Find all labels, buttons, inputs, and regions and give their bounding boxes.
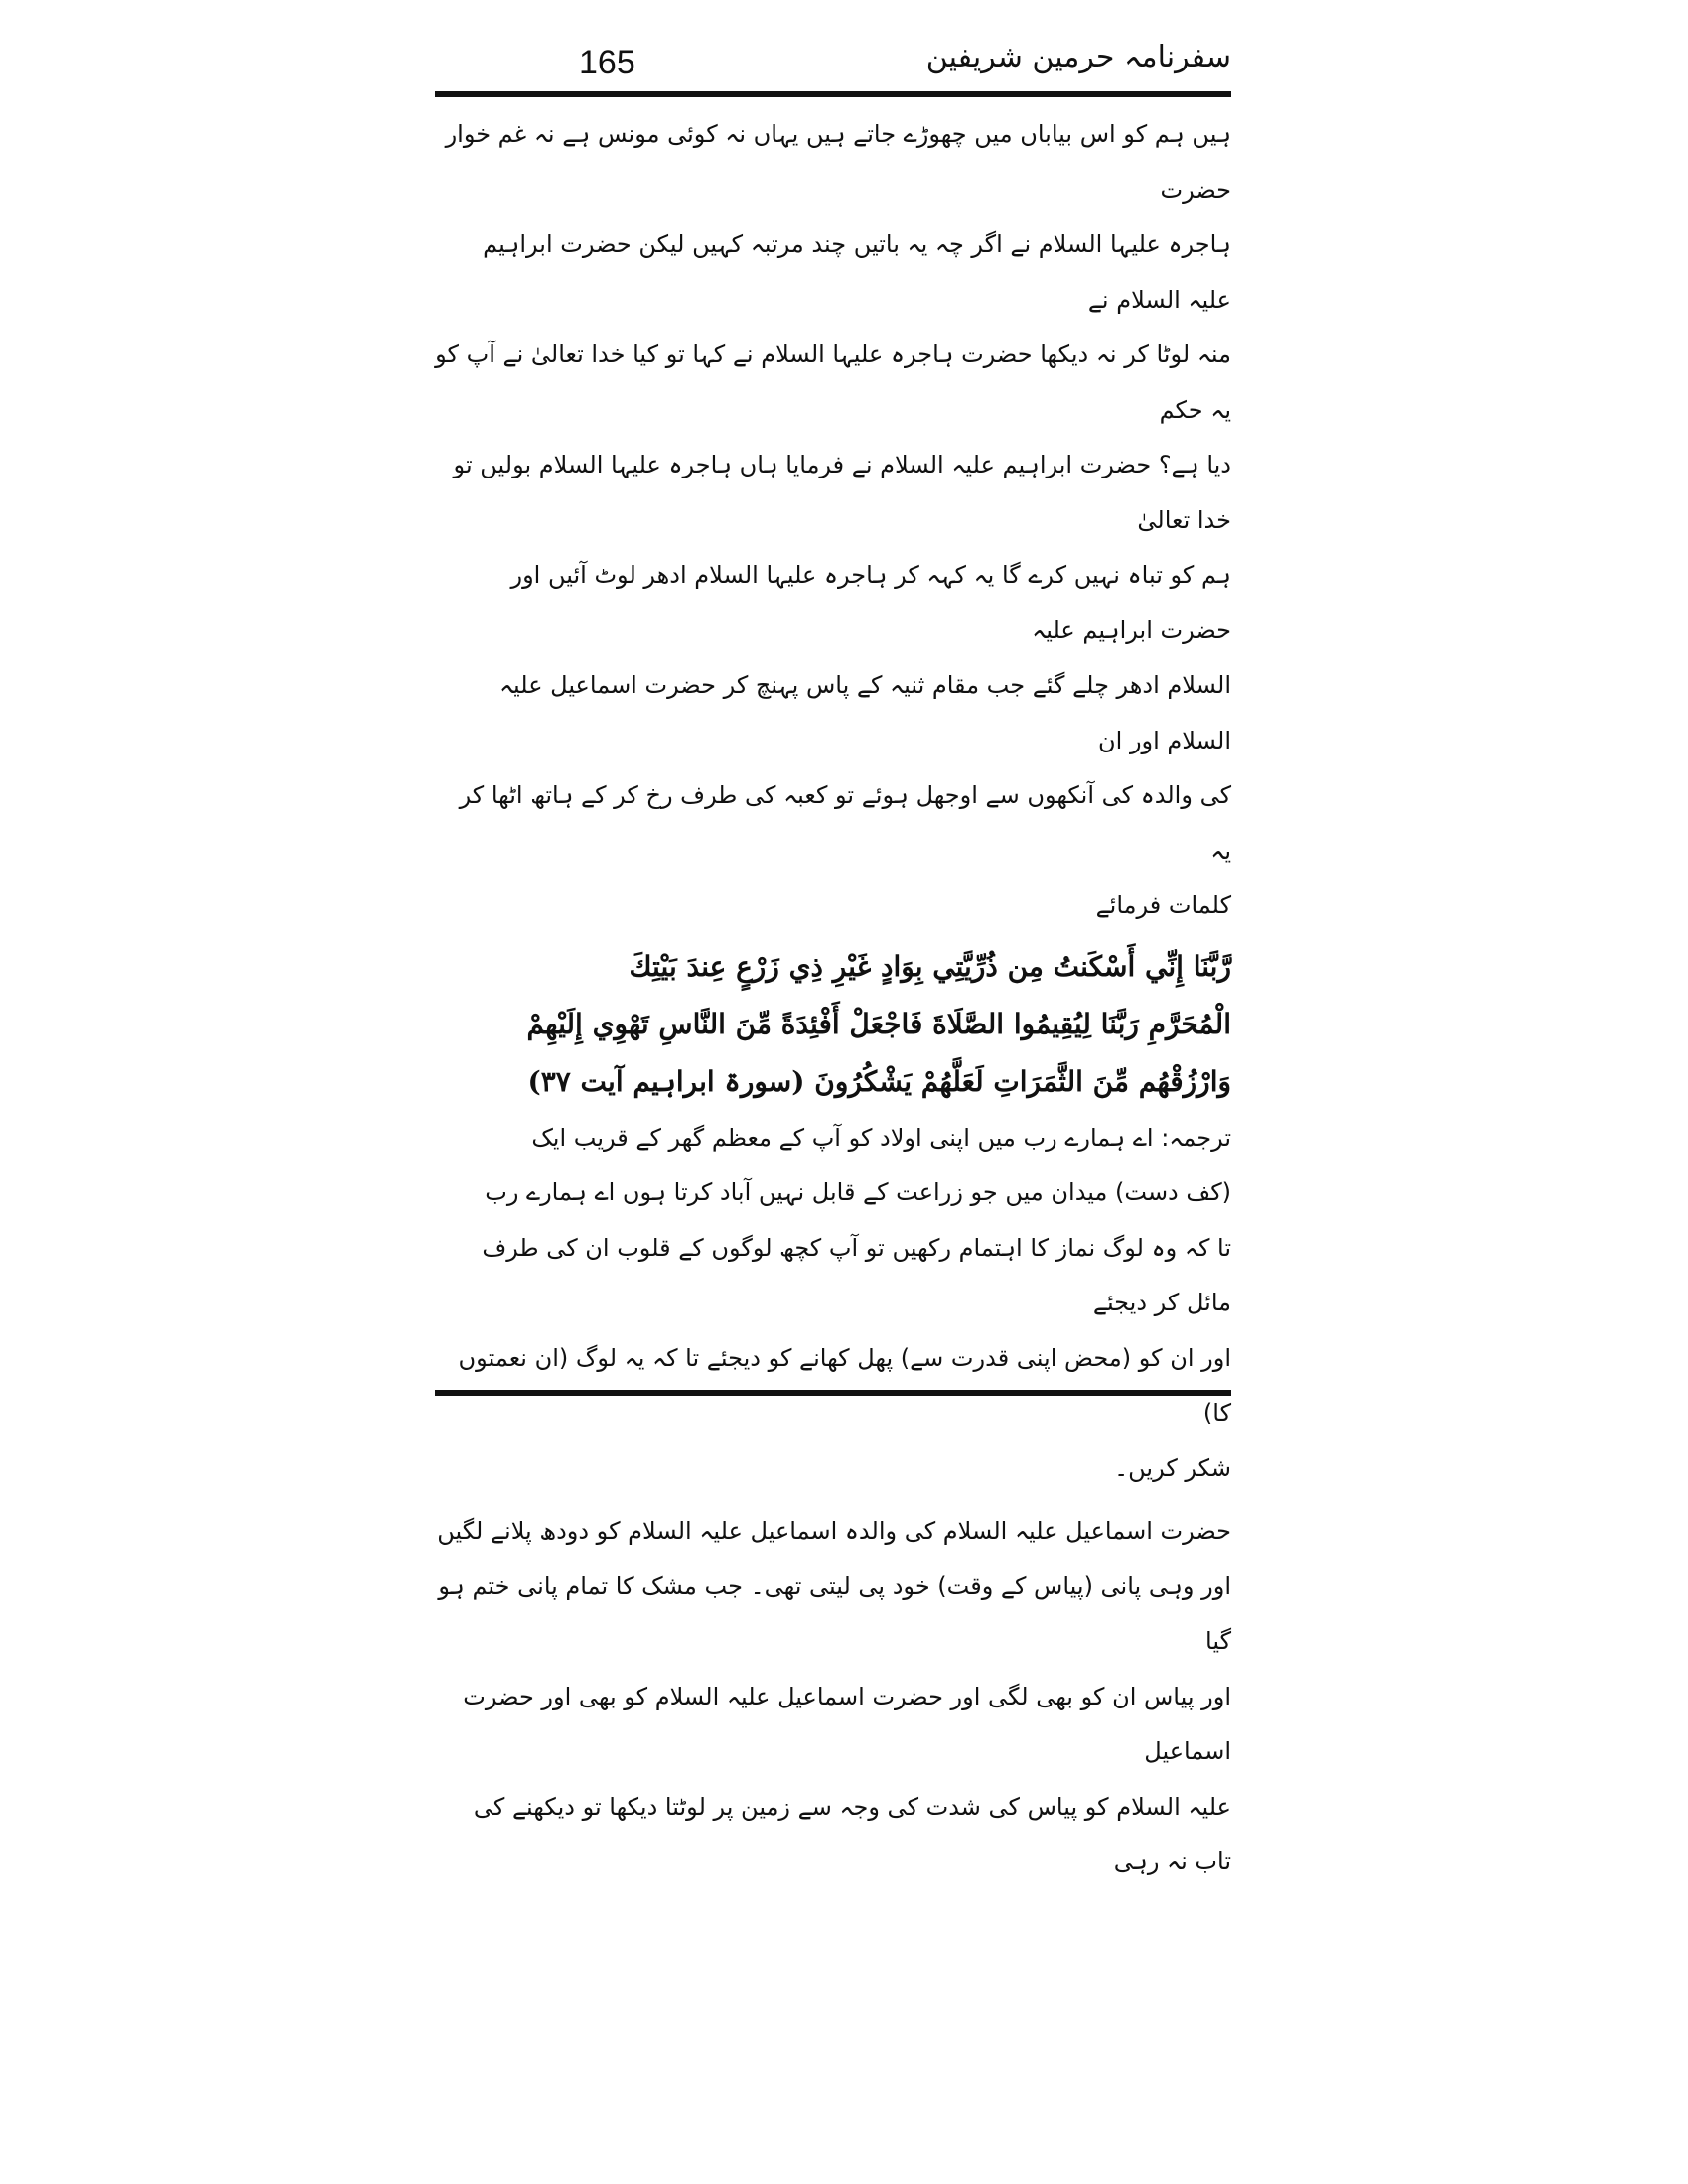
- text-line: دیا ہے؟ حضرت ابراہیم علیہ السلام نے فرمایا ہاں ہاجرہ علیہا السلام بولیں تو خدا تعالیٰ: [453, 451, 1231, 534]
- text-line: شکر کریں۔: [1114, 1453, 1231, 1482]
- translation: [435, 1111, 1231, 1497]
- text-line: ہیں ہم کو اس بیاباں میں چھوڑے جاتے ہیں یہاں نہ کوئی مونس ہے نہ غم خوار حضرت: [445, 120, 1231, 204]
- book-page: [435, 40, 1231, 1875]
- quran-verse: [435, 942, 1231, 1107]
- text-line: ہم کو تباہ نہیں کرے گا یہ کہہ کر ہاجرہ علیہا السلام ادھر لوٹ آئیں اور حضرت ابراہیم علیہ: [510, 561, 1231, 644]
- page-number: 165: [579, 44, 635, 81]
- book-title: سفرنامہ حرمین شریفین: [925, 40, 1231, 74]
- text-line: السلام ادھر چلے گئے جب مقام ثنیہ کے پاس پہنچ کر حضرت اسماعیل علیہ السلام اور ان: [498, 671, 1231, 754]
- footer-rule: [435, 1390, 1231, 1396]
- text-line: کلمات فرمائے: [1095, 891, 1231, 919]
- verse-line: الْمُحَرَّمِ رَبَّنَا لِيُقِيمُوا الصَّلَاةَ فَاجْعَلْ أَفْئِدَةً مِّنَ النَّاسِ تَهْوِي إِلَيْهِمْ: [526, 1007, 1231, 1040]
- page-body: [435, 107, 1231, 1890]
- verse-line: وَارْزُقْهُم مِّنَ الثَّمَرَاتِ لَعَلَّهُمْ يَشْكُرُونَ (سورۃ ابراہیم آیت ۳۷): [527, 1064, 1231, 1098]
- text-line: حضرت اسماعیل علیہ السلام کی والدہ اسماعیل علیہ السلام کو دودھ پلانے لگیں: [437, 1517, 1231, 1545]
- header-rule: [435, 91, 1231, 97]
- text-line: کی والدہ کی آنکھوں سے اوجھل ہوئے تو کعبہ کی طرف رخ کر کے ہاتھ اٹھا کر یہ: [459, 781, 1231, 865]
- verse-line: رَّبَّنَا إِنِّي أَسْكَنتُ مِن ذُرِّيَّتِي بِوَادٍ غَيْرِ ذِي زَرْعٍ عِندَ بَيْتِكَ: [629, 949, 1231, 983]
- text-line: (کف دست) میدان میں جو زراعت کے قابل نہیں آباد کرتا ہوں اے ہمارے رب: [485, 1178, 1231, 1206]
- text-line: منہ لوٹا کر نہ دیکھا حضرت ہاجرہ علیہا السلام نے کہا تو کیا خدا تعالیٰ نے آپ کو یہ حکم: [435, 341, 1231, 424]
- text-line: اور پیاس ان کو بھی لگی اور حضرت اسماعیل علیہ السلام کو بھی اور حضرت اسماعیل: [463, 1682, 1231, 1765]
- paragraph-2: [435, 1504, 1231, 1890]
- text-line: علیہ السلام کو پیاس کی شدت کی وجہ سے زمین پر لوٹتا دیکھا تو دیکھنے کی تاب نہ رہی: [473, 1792, 1231, 1875]
- text-line: اور ان کو (محض اپنی قدرت سے) پھل کھانے کو دیجئے تا کہ یہ لوگ (ان نعمتوں کا): [458, 1343, 1231, 1427]
- text-line: تا کہ وہ لوگ نماز کا اہتمام رکھیں تو آپ کچھ لوگوں کے قلوب ان کی طرف مائل کر دیجئے: [482, 1233, 1231, 1316]
- text-line: اور وہی پانی (پیاس کے وقت) خود پی لیتی تھی۔ جب مشک کا تمام پانی ختم ہو گیا: [438, 1571, 1231, 1655]
- paragraph-1: [435, 107, 1231, 934]
- text-line: ترجمہ: اے ہمارے رب میں اپنی اولاد کو آپ کے معظم گھر کے قریب ایک: [531, 1123, 1231, 1152]
- page-header: [435, 40, 1231, 91]
- text-line: ہاجرہ علیہا السلام نے اگر چہ یہ باتیں چند مرتبہ کہیں لیکن حضرت ابراہیم علیہ السلام نے: [483, 230, 1231, 314]
